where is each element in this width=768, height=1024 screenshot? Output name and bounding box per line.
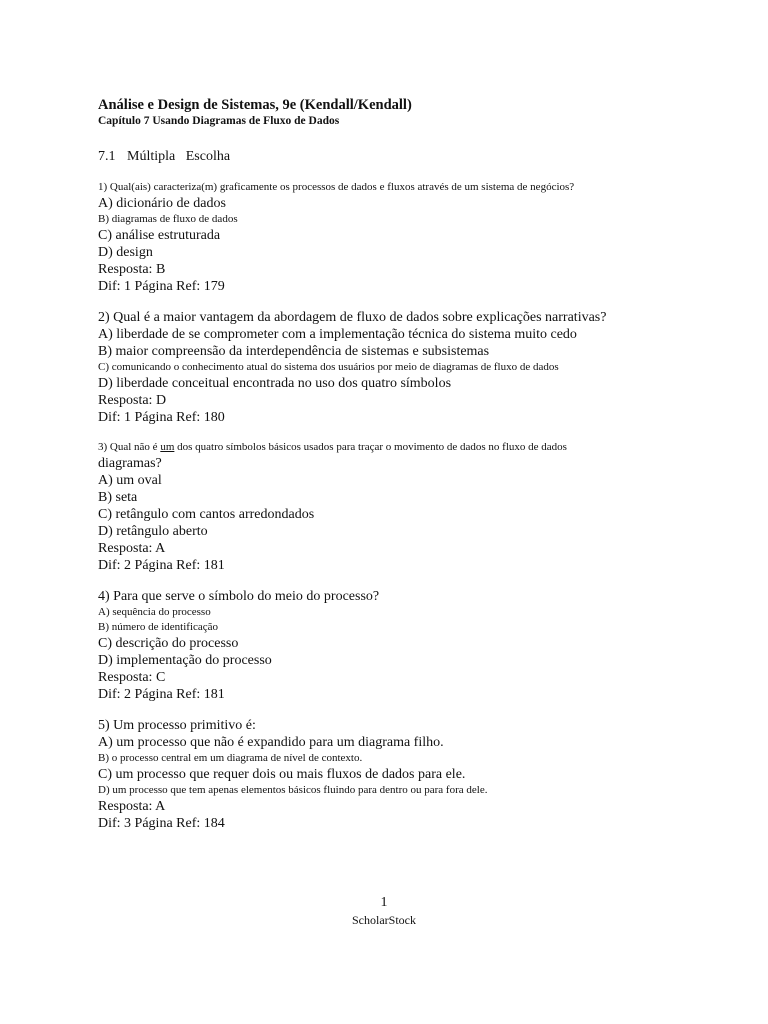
answer-option: D) retângulo aberto	[98, 524, 208, 539]
answer-option: B) diagramas de fluxo de dados	[98, 213, 238, 225]
section-name-2: Escolha	[185, 149, 231, 164]
question-block	[98, 717, 698, 832]
answer-option: A) um oval	[98, 473, 162, 488]
answer-option: C) descrição do processo	[98, 636, 239, 651]
question-list	[98, 180, 698, 832]
section-heading	[98, 148, 698, 166]
question-block	[98, 309, 698, 426]
section-name: Múltipla	[127, 149, 176, 164]
answer-option: A) dicionário de dados	[98, 196, 226, 211]
answer-option: D) design	[98, 245, 153, 260]
question-stem: 4) Para que serve o símbolo do meio do processo?	[98, 589, 380, 604]
difficulty-reference: Dif: 3 Página Ref: 184	[98, 816, 225, 831]
question-block	[98, 440, 698, 574]
difficulty-reference: Dif: 1 Página Ref: 180	[98, 410, 225, 425]
question-stem: 2) Qual é a maior vantagem da abordagem de fluxo de dados sobre explicações narrativas?	[98, 310, 607, 325]
answer-key: Resposta: C	[98, 670, 166, 685]
answer-key: Resposta: D	[98, 393, 167, 408]
answer-key: Resposta: A	[98, 541, 166, 556]
stem-post: dos quatro símbolos básicos usados para traçar o movimento de dados no fluxo de dados	[174, 441, 567, 453]
answer-option: A) liberdade de se comprometer com a implementação técnica do sistema muito cedo	[98, 327, 577, 342]
answer-option: B) o processo central em um diagrama de nível de contexto.	[98, 752, 363, 764]
stem-pre: 3) Qual não é	[98, 441, 161, 453]
answer-option: C) um processo que requer dois ou mais fluxos de dados para ele.	[98, 767, 466, 782]
answer-option: D) um processo que tem apenas elementos básicos fluindo para dentro ou para fora dele.	[98, 784, 488, 796]
stem-underlined: um	[160, 441, 175, 453]
question-block	[98, 180, 698, 295]
document-page	[98, 97, 698, 832]
question-block	[98, 588, 698, 703]
answer-key: Resposta: B	[98, 262, 166, 277]
difficulty-reference: Dif: 2 Página Ref: 181	[98, 558, 225, 573]
question-stem	[98, 440, 698, 455]
page-number: 1	[380, 895, 388, 910]
footer-brand: ScholarStock	[352, 913, 416, 927]
answer-option: B) número de identificação	[98, 621, 219, 633]
question-stem: 1) Qual(ais) caracteriza(m) graficamente os processos de dados e fluxos através de um sistema de negócios?	[98, 181, 575, 193]
difficulty-reference: Dif: 2 Página Ref: 181	[98, 687, 225, 702]
answer-option: B) seta	[98, 490, 138, 505]
question-stem: 5) Um processo primitivo é:	[98, 718, 256, 733]
answer-option: D) implementação do processo	[98, 653, 272, 668]
answer-key: Resposta: A	[98, 799, 166, 814]
answer-option: A) um processo que não é expandido para um diagrama filho.	[98, 735, 444, 750]
section-number: 7.1	[98, 149, 116, 164]
answer-option: C) retângulo com cantos arredondados	[98, 507, 315, 522]
answer-option: A) sequência do processo	[98, 606, 211, 618]
chapter-subtitle: Capítulo 7 Usando Diagramas de Fluxo de Dados	[98, 115, 340, 127]
answer-option: B) maior compreensão da interdependência de sistemas e subsistemas	[98, 344, 490, 359]
answer-option: C) análise estruturada	[98, 228, 221, 243]
question-stem: diagramas?	[98, 456, 162, 471]
answer-option: C) comunicando o conhecimento atual do sistema dos usuários por meio de diagramas de fluxo de dados	[98, 361, 559, 373]
document-title: Análise e Design de Sistemas, 9e (Kendall/Kendall)	[98, 97, 412, 113]
answer-option: D) liberdade conceitual encontrada no uso dos quatro símbolos	[98, 376, 452, 391]
difficulty-reference: Dif: 1 Página Ref: 179	[98, 279, 225, 294]
